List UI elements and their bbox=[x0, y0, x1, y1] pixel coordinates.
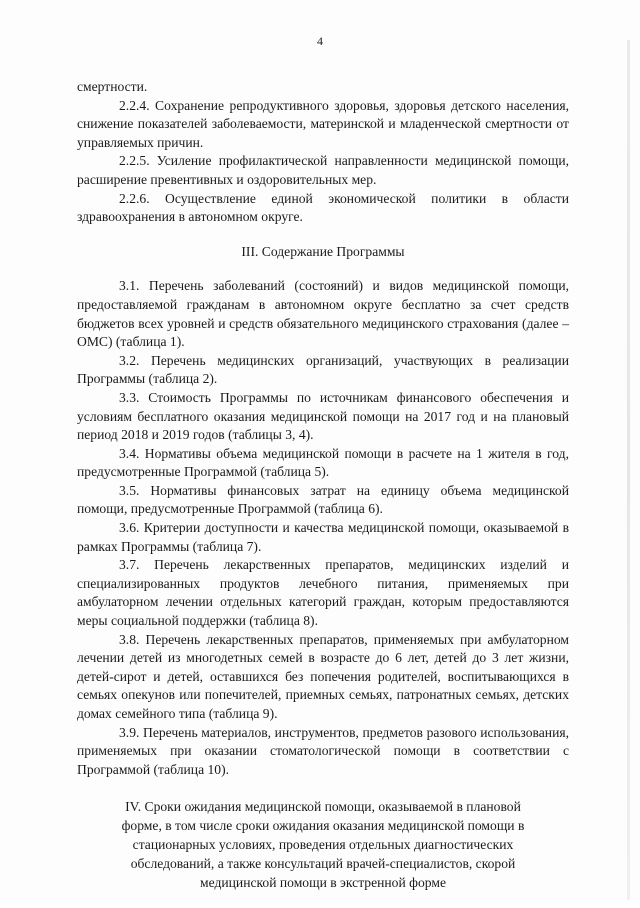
item-3-4: 3.4. Нормативы объема медицинской помощи в расчете на 1 жителя в год, предусмотренные Программой (таблица 5). bbox=[77, 445, 569, 480]
item-3-7: 3.7. Перечень лекарственных препаратов, медицинских изделий и специализированных продуктов лечебного питания, применяемых при амбулаторном лечении отдельных категорий граждан, которым предоставляются меры социальной поддержки (таблица 8). bbox=[77, 557, 569, 629]
item-3-8: 3.8. Перечень лекарственных препаратов, применяемых при амбулаторном лечении детей из многодетных семей в возрасте до 6 лет, детей до 3 лет жизни, детей-сирот и детей, оставшихся без попечения родителей, воспитывающихся в семьях опекунов или попечителей, приемных семьях, патронатных семьях, детских домах семейного типа (таблица 9). bbox=[77, 631, 569, 721]
item-3-2: 3.2. Перечень медицинских организаций, участвующих в реализации Программы (таблица 2). bbox=[77, 352, 569, 387]
paragraph-2-2-6: 2.2.6. Осуществление единой экономической политики в области здравоохранения в автономном округе. bbox=[77, 190, 569, 225]
item-3-9: 3.9. Перечень материалов, инструментов, предметов разового использования, применяемых при оказании стоматологической помощи в соответствии с Программой (таблица 10). bbox=[77, 724, 569, 777]
page-number: 4 bbox=[317, 34, 323, 48]
item-3-3: 3.3. Стоимость Программы по источникам финансового обеспечения и условиям бесплатного оказания медицинской помощи на 2017 год и на плановый период 2018 и 2019 годов (таблицы 3, 4). bbox=[77, 389, 569, 443]
item-3-1: 3.1. Перечень заболеваний (состояний) и видов медицинской помощи, предоставляемой гражданам в автономном округе бесплатно за счет средств бюджетов всех уровней и средств обязательного медицинского страхования (далее – ОМС) (таблица 1). bbox=[77, 278, 569, 350]
item-3-5: 3.5. Нормативы финансовых затрат на единицу объема медицинской помощи, предусмотренные Программой (таблица 6). bbox=[77, 482, 569, 517]
section-3-title: III. Содержание Программы bbox=[241, 243, 405, 259]
paragraph-continuation: смертности. bbox=[77, 79, 148, 94]
section-4-title: IV. Сроки ожидания медицинской помощи, оказываемой в плановой форме, в том числе сроки ожидания оказания медицинской помощи в стационарных условиях, проведения отдельных диагностических обследований, а также консультаций врачей-специалистов, скорой медицинской помощи в экстренной форме bbox=[121, 799, 525, 891]
paragraph-2-2-5: 2.2.5. Усиление профилактической направленности медицинской помощи, расширение превентивных и оздоровительных мер. bbox=[77, 153, 569, 187]
paragraph-2-2-4: 2.2.4. Сохранение репродуктивного здоровья, здоровья детского населения, снижение показателей заболеваемости, материнской и младенческой смертности от управляемых причин. bbox=[77, 97, 569, 150]
item-3-6: 3.6. Критерии доступности и качества медицинской помощи, оказываемой в рамках Программы (таблица 7). bbox=[77, 520, 569, 554]
scan-edge-shadow bbox=[627, 40, 630, 900]
document-body bbox=[77, 78, 569, 908]
